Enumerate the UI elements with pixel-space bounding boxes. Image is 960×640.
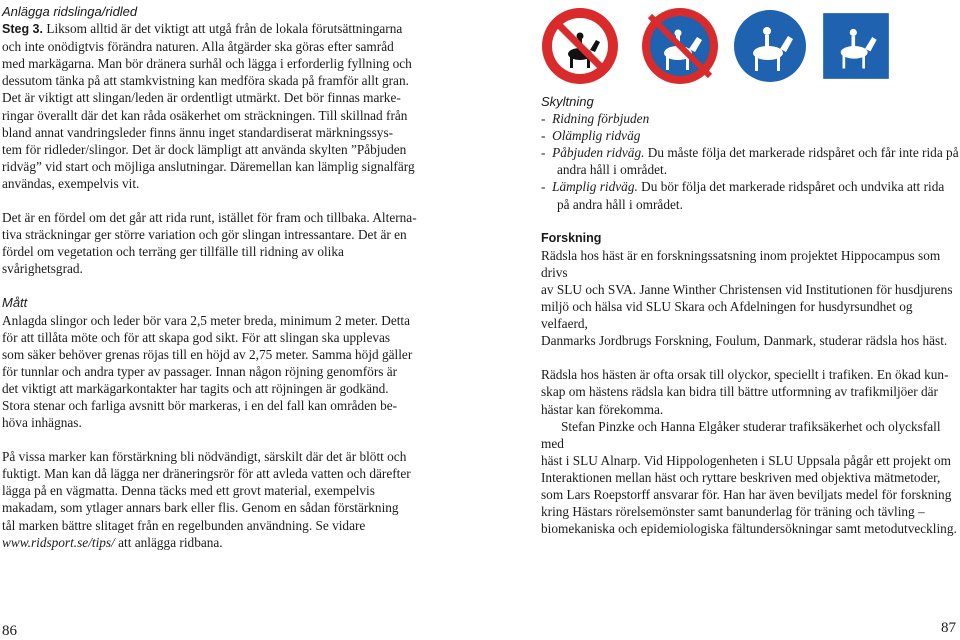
text-line: Det är en fördel om det går att rida runt, istället för fram och tillbaka. Alterna- xyxy=(2,210,417,226)
text-line: Stefan Pinzke och Hanna Elgåker studerar trafiksäkerhet och olycksfall med xyxy=(541,418,941,451)
text-line: Interaktionen mellan häst och ryttare beskriven med objektiva mätmetoder, xyxy=(541,469,941,485)
text-line: makadam, som ytlager annars bark eller flis. Genom en sådan förstärkning xyxy=(2,500,399,516)
paragraph-research-2 xyxy=(541,366,959,417)
text-line: höva inhägnas. xyxy=(2,415,82,431)
text-line: det viktigt att markägarkontakter har tagits och att röjningen är godkänd. xyxy=(2,380,389,396)
text-line: tiva sträckningar ger större variation och gör slingan intressantare. Det är en xyxy=(2,227,407,243)
step-label: Steg 3. xyxy=(2,22,43,37)
text-line: skap om hästens rädsla kan bidra till bättre utformning av trafikmiljöer där xyxy=(541,384,938,400)
text-line: som säker behöver grenas röjas till en höjd av 2,75 meter. Samma höjd gäller xyxy=(2,346,413,362)
suitable-horse-path-sign-icon xyxy=(820,6,892,86)
text-line: hästar kan förekomma. xyxy=(541,401,664,417)
page-number-right: 87 xyxy=(941,620,956,636)
left-column xyxy=(2,3,420,551)
text-line: lägga på en vägmatta. Denna täcks med ett grovt material, exempelvis xyxy=(2,483,375,499)
section-heading: Anlägga ridslinga/ridled xyxy=(2,4,138,19)
ridsport-link[interactable]: www.ridsport.se/tips/ xyxy=(2,534,115,550)
text-line: tål marken bättre slitaget från en regelbunden användning. Se vidare xyxy=(2,517,366,533)
text-line: häst i SLU Alnarp. Vid Hippologenheten i SLU Uppsala pågår ett projekt om xyxy=(541,452,951,468)
text-line: som Lars Roepstorff ansvarar för. Han har även beviljats medel för forskning xyxy=(541,486,952,502)
text-line: med markägarna. Man bör dränera surhål och lägga i erforderlig fyllning och xyxy=(2,56,412,72)
list-item: - Olämplig ridväg xyxy=(541,128,641,144)
text-line: fördel om vegetation och terräng ger tillfälle till ridning av olika svårighetsgrad. xyxy=(2,244,344,277)
text-line: Stora stenar och farliga avsnitt bör markeras, i en del fall kan områden be- xyxy=(2,397,398,413)
text-line: Danmarks Jordbrugs Forskning, Foulum, Danmark, studerar rädsla hos häst. xyxy=(541,333,948,349)
list-item: - Ridning förbjuden xyxy=(541,111,650,127)
matt-heading: Mått xyxy=(2,295,28,311)
text-line: att anlägga ridbana. xyxy=(114,534,223,550)
forskning-heading: Forskning xyxy=(541,230,602,245)
text-line: Rädsla hos häst är en forskningssatsning inom projektet Hippocampus som drivs xyxy=(541,247,941,280)
no-horse-riding-sign-icon xyxy=(540,6,620,86)
right-column xyxy=(541,93,959,537)
text-line: bland annat vandringsleder finns ännu inget standardiserat märkningssys- xyxy=(2,124,394,140)
paragraph-research-1 xyxy=(541,247,959,350)
text-line: dessutom tänka på att stamkvistning kan medföra skada på framför allt gran. xyxy=(2,73,409,89)
text-line: Liksom alltid är det viktigt att utgå från de lokala förutsättningarna xyxy=(46,21,403,37)
skyltning-heading: Skyltning xyxy=(541,94,594,109)
sign-list xyxy=(541,110,959,213)
text-line: ridväg” vid start och möjliga anslutningar. Däremellan kan lämplig signalfärg xyxy=(2,158,415,174)
text-line: biomekaniska och epidemiologiska fältundersökningar samt metodutveckling. xyxy=(541,521,957,537)
text-line: fuktigt. Man kan då lägga ner dräneringsrör för att avleda vatten och därefter xyxy=(2,466,411,482)
traffic-signs-row xyxy=(540,6,960,86)
list-item: - Påbjuden ridväg. Du måste följa det markerade ridspåret och får inte rida på andra håll i området. xyxy=(541,145,959,178)
text-line: På vissa marker kan förstärkning bli nödvändigt, särskilt där det är blött och xyxy=(2,449,407,465)
paragraph-step3 xyxy=(2,20,420,192)
page-number-left: 86 xyxy=(2,623,17,639)
text-line: kring Hästars rörelsemönster samt banunderlag för träning och tävling – xyxy=(541,504,925,520)
text-line: av SLU och SVA. Janne Winther Christensen vid Institutionen för husdjurens xyxy=(541,281,953,297)
text-line: för att tillåta möte och för att skapa god sikt. För att slingan ska upplevas xyxy=(2,329,391,345)
text-line: tem för ridleder/slingor. Det är dock lämpligt att använda skylten ”Påbjuden xyxy=(2,141,407,157)
text-line: ringar överallt där det kan råda osäkerhet om sträckningen. Till skillnad från xyxy=(2,107,408,123)
paragraph-reinforcement xyxy=(2,448,420,551)
text-line: miljö och hälsa vid SLU Skara och Afdelningen for husdyrsundhet og velfaerd, xyxy=(541,299,913,332)
text-line: och inte onödigtvis förändra naturen. Alla åtgärder ska göras efter samråd xyxy=(2,39,394,55)
paragraph-dimensions xyxy=(2,312,420,432)
list-item: - Lämplig ridväg. Du bör följa det markerade ridspåret och undvika att rida på andra håll i området. xyxy=(541,179,945,212)
text-line: Det är viktigt att slingan/leden är ordentligt utmärkt. Det bör finnas marke- xyxy=(2,90,401,106)
unsuitable-horse-path-sign-icon xyxy=(640,6,720,86)
text-line: för tunnlar och andra typer av passager. Innan någon röjning genomförs är xyxy=(2,363,398,379)
text-line: användas, exempelvis vit. xyxy=(2,175,140,191)
mandatory-horse-path-sign-icon xyxy=(730,6,810,86)
paragraph-research-3 xyxy=(541,418,959,538)
paragraph-route xyxy=(2,209,420,277)
text-line: Anlagda slingor och leder bör vara 2,5 meter breda, minimum 2 meter. Detta xyxy=(2,312,411,328)
text-line: Rädsla hos hästen är ofta orsak till olyckor, speciellt i trafiken. En ökad kun- xyxy=(541,367,949,383)
